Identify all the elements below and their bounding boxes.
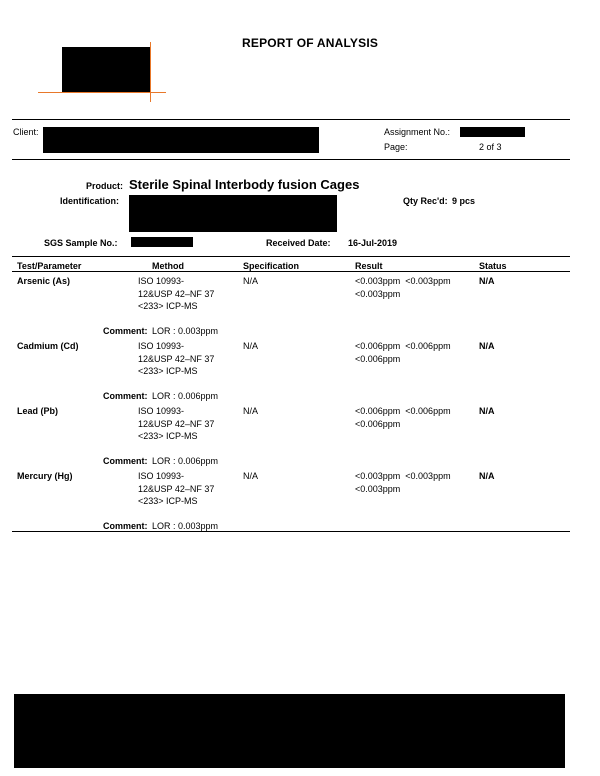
product-value: Sterile Spinal Interbody fusion Cages [129,177,360,192]
comment-label: Comment: [103,391,148,401]
table-top-rule [12,256,570,257]
row-method-line: 12&USP 42–NF 37 [138,418,215,429]
row-status: N/A [479,341,495,351]
row-status: N/A [479,276,495,286]
logo-redaction [62,47,151,92]
row-method-line: 12&USP 42–NF 37 [138,353,215,364]
row-result-line: <0.006ppm [355,353,401,364]
page-label: Page: [384,142,408,152]
header-bottom-rule [12,159,570,160]
crop-mark-horizontal [38,92,166,93]
col-header-parameter: Test/Parameter [17,261,82,271]
row-result-line: <0.003ppm [355,483,401,494]
row-parameter: Mercury (Hg) [17,471,73,481]
comment-label: Comment: [103,326,148,336]
row-result-line: <0.003ppm <0.003ppm [355,276,451,286]
header-top-rule [12,119,570,120]
row-status: N/A [479,406,495,416]
row-method-line: ISO 10993- [138,276,185,286]
row-result-line: <0.006ppm <0.006ppm [355,341,451,351]
col-header-method: Method [152,261,184,271]
table-bottom-rule [12,531,570,532]
client-redaction [43,127,319,153]
row-result-line: <0.003ppm <0.003ppm [355,471,451,481]
product-label: Product: [86,181,123,191]
col-header-specification: Specification [243,261,300,271]
row-specification: N/A [243,341,259,351]
page-value: 2 of 3 [479,142,502,152]
row-specification: N/A [243,471,259,481]
comment-value: LOR : 0.006ppm [152,391,219,401]
row-status: N/A [479,471,495,481]
row-parameter: Arsenic (As) [17,276,71,286]
row-specification: N/A [243,276,259,286]
identification-label: Identification: [60,196,119,206]
row-method-line: <233> ICP-MS [138,496,198,506]
assignment-label: Assignment No.: [384,127,451,137]
row-parameter: Lead (Pb) [17,406,59,416]
row-method-line: ISO 10993- [138,406,185,416]
assignment-redaction [460,127,525,137]
qty-value: 9 pcs [452,196,476,206]
row-method-line: <233> ICP-MS [138,301,198,311]
row-method-line: ISO 10993- [138,471,185,481]
received-label: Received Date: [266,238,331,248]
row-method-line: ISO 10993- [138,341,185,351]
report-title: REPORT OF ANALYSIS [242,36,379,50]
col-header-status: Status [479,261,507,271]
table-header-rule [12,271,570,272]
row-parameter: Cadmium (Cd) [17,341,79,351]
row-method-line: 12&USP 42–NF 37 [138,483,215,494]
row-result-line: <0.003ppm [355,288,401,299]
identification-redaction [129,195,337,232]
client-label: Client: [13,127,39,137]
row-method-line: <233> ICP-MS [138,431,198,441]
sample-label: SGS Sample No.: [44,238,118,248]
col-header-result: Result [355,261,383,271]
row-result-line: <0.006ppm <0.006ppm [355,406,451,416]
comment-value: LOR : 0.006ppm [152,456,219,466]
row-result-line: <0.006ppm [355,418,401,429]
comment-label: Comment: [103,521,148,531]
received-value: 16-Jul-2019 [348,238,398,248]
footer-redaction [14,694,565,768]
qty-label: Qty Rec'd: [403,196,448,206]
crop-mark-vertical [150,42,151,102]
row-method-line: <233> ICP-MS [138,366,198,376]
comment-value: LOR : 0.003ppm [152,326,219,336]
sample-redaction [131,237,193,247]
row-specification: N/A [243,406,259,416]
row-method-line: 12&USP 42–NF 37 [138,288,215,299]
comment-label: Comment: [103,456,148,466]
comment-value: LOR : 0.003ppm [152,521,219,531]
